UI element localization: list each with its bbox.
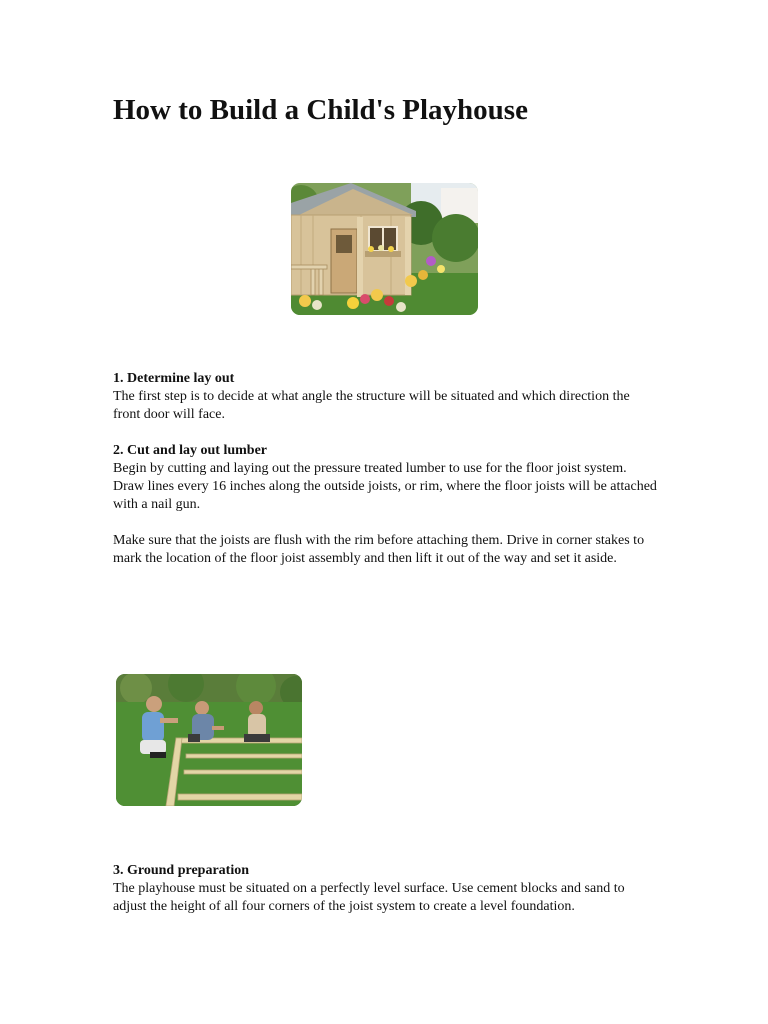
step-1-section	[113, 370, 658, 424]
step-3-paragraph-1: The playhouse must be situated on a perfectly level surface. Use cement blocks and sand to adjust the height of all four corners of the joist system to create a level foundation.	[113, 881, 625, 914]
step-2-paragraph-1: Begin by cutting and laying out the pressure treated lumber to use for the floor joist system. Draw lines every 16 inches along the outside joists, or rim, where the floor joists will be attached with a nail gun.	[113, 461, 657, 512]
step-2-paragraph-2: Make sure that the joists are flush with the rim before attaching them. Drive in corner stakes to mark the location of the floor joist assembly and then lift it out of the way and set it aside.	[113, 533, 645, 566]
step-1-paragraph-1: The first step is to decide at what angle the structure will be situated and which direction the front door will face.	[113, 389, 630, 422]
step-2-section	[113, 442, 658, 568]
step-1-heading: 1. Determine lay out	[113, 371, 235, 386]
lumber-layout-photo	[116, 674, 302, 806]
playhouse-photo	[291, 183, 478, 315]
step-3-section	[113, 862, 658, 916]
step-2-heading: 2. Cut and lay out lumber	[113, 443, 268, 458]
step-3-heading: 3. Ground preparation	[113, 863, 250, 878]
page-title: How to Build a Child's Playhouse	[113, 94, 528, 126]
